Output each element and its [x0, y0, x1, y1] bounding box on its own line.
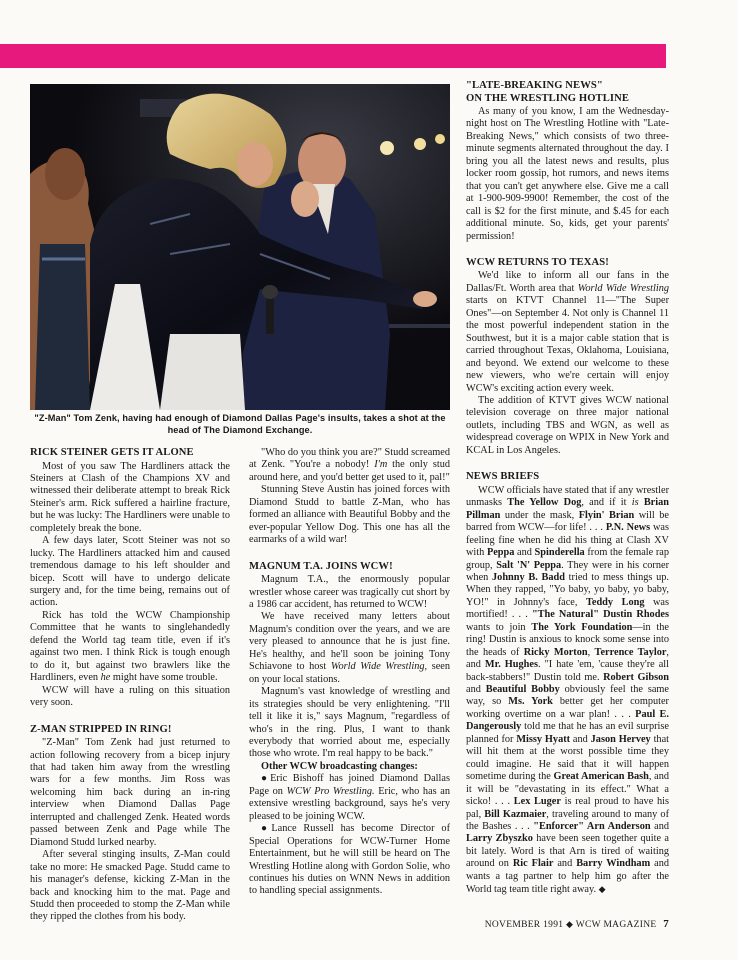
- bullet-icon: ●: [261, 773, 271, 785]
- paragraph: Most of you saw The Hardliners attack the Steiners at Clash of the Champions XV and witnessed their deliberate attempt to break Rick Steiner's arm. Rick suffered a hairline fracture, but he was lucky: The Hardliners were unable to completely break the bone.: [30, 460, 230, 534]
- bullet-item: ●Eric Bishoff has joined Diamond Dallas Page on WCW Pro Wrestling. Eric, who has an extensive wrestling background, says he's very pleased to be joining WCW.: [249, 773, 451, 822]
- heading-magnum: MAGNUM T.A. JOINS WCW!: [249, 560, 393, 572]
- paragraph: A few days later, Scott Steiner was not so lucky. The Hardliners attacked him and caused tremendous damage to his left shoulder and bicep. Scott will have to undergo delicate surgery and, for the time being, remains out of action.: [30, 535, 230, 609]
- heading-rick-steiner: RICK STEINER GETS IT ALONE: [30, 447, 194, 458]
- heading-news-briefs: NEWS BRIEFS: [466, 471, 540, 483]
- paragraph: "Who do you think you are?" Studd screamed at Zenk. "You're a nobody! I'm the only stud around here, and you'd better get used to it, pal!": [249, 447, 450, 483]
- paragraph: Magnum's vast knowledge of wrestling and its strategies should be very enlightening. "I'll tell it like it is," says Magnum, "regardless of who's in the ring. Plus, I want to thank everybody that worried about me, especially those who wrote. I'm real happy to be back.": [249, 686, 450, 760]
- paragraph-news-briefs: WCW officials have stated that if any wrestler unmasks The Yellow Dog, and if it is Brian Pillman under the mask, Flyin' Brian will be barred from WCW—for life! . . . P.N. News was feeling fine when he did his thing at Clash XV with Peppa and Spinderella from the female rap group, Salt 'N' Peppa. They were in his corner when Johnny B. Badd tried to mess things up. When they rapped, "Yo baby, yo baby, yo baby, YO!" in Johnny's face, Teddy Long was mortified! . . . "The Natural" Dustin Rhodes wants to join The York Foundation—in the ring! Dustin is anxious to knock some sense into the heads of Ricky Morton, Terrence Taylor, and Mr. Hughes. "I hate 'em, 'cause they're all back-stabbers!" Dustin told me. Robert Gibson and Beautiful Bobby obviously feel the same way, so Ms. York better get her computer working overtime on a war plan! . . . Paul E. Dangerously told me that he has an evil surprise planned for Missy Hyatt and Jason Hervey that will hit them at the worst possible time they could imagine. He said that it will happen sometime during the Great American Bash, and it will be "devastating in its effect." What a sicko! . . . Lex Luger is real proud to have his pal, Bill Kazmaier, traveling around to many of the Bashes . . . "Enforcer" Arn Anderson and Larry Zbyszko have been seen together quite a bit lately. Word is that Arn is tired of waiting around on Ric Flair and Barry Windham and wants a tag partner to help him go after the World tag team title right away. ◆: [466, 484, 670, 896]
- heading-texas: WCW RETURNS TO TEXAS!: [466, 256, 609, 268]
- paragraph: Magnum T.A., the enormously popular wrestler whose career was tragically cut short by a 1986 car accident, has returned to WCW!: [249, 574, 450, 611]
- diamond-icon: ◆: [566, 919, 574, 929]
- paragraph: We have received many letters about Magnum's condition over the years, and we are very pleased to announce that he is just fine. He's healthy, and he'll soon be joining Tony Schiavone to host World Wide Wrestling, seen on your local stations.: [249, 611, 451, 685]
- wrestling-photo: [30, 84, 450, 410]
- footer-magazine: WCW MAGAZINE: [575, 920, 657, 930]
- column-left: [30, 447, 230, 924]
- bullet-icon: ●: [261, 823, 272, 835]
- bullet-item: ●Lance Russell has become Director of Special Operations for WCW-Turner Home Entertainment, but he will still be heard on The Wrestling Hotline along with Gordon Solie, who continues his duties on WNN News in addition to handling special assignments.: [249, 823, 450, 897]
- paragraph: The addition of KTVT gives WCW national television coverage on three major national outlets, including TBS and WGN, as well as widespread coverage on WPIX in New York and KCAL in Los Angeles.: [466, 395, 669, 456]
- page-number: 7: [663, 918, 669, 930]
- photo-caption: "Z-Man" Tom Zenk, having had enough of Diamond Dallas Page's insults, takes a shot at the head of The Diamond Exchange.: [34, 413, 446, 435]
- footer-date: NOVEMBER 1991: [484, 920, 564, 930]
- heading-zman: Z-MAN STRIPPED IN RING!: [30, 723, 172, 735]
- end-diamond-icon: ◆: [598, 884, 606, 895]
- paragraph: Stunning Steve Austin has joined forces with Diamond Studd to battle Z-Man, who has formed an alliance with Beautiful Bobby and the ever-popular Yellow Dog. This one has all the earmarks of a wild war!: [249, 484, 451, 546]
- column-right: [466, 80, 669, 897]
- paragraph: Rick has told the WCW Championship Committee that he wants to singlehandedly defend the World tag team title, even if it's against two men. I think Rick is tough enough to do it, but against two brawlers like the Hardliners, even he might have some trouble.: [30, 609, 230, 684]
- subheading-broadcasting: Other WCW broadcasting changes:: [261, 760, 418, 772]
- paragraph: After several stinging insults, Z-Man could take no more: He smacked Page. Studd came to his manager's defense, kicking Z-Man in the back and knocking him to the mat. Page and Studd then proceeded to stomp the Z-Man while they ripped the clothes from his body.: [30, 849, 230, 923]
- wrestling-photo-illustration: [30, 84, 450, 410]
- paragraph: As many of you know, I am the Wednesday-night host on The Wrestling Hotline with "Late-Breaking News," which consists of two three-minute segments alternated throughout the day. I bring you all the latest news and results, plus locker room gossip, hot rumors, and news items that you can't get anywhere else. Give me a call at 1-900-909-9900! Remember, the cost of the call is $2 for the first minute, and $.45 for each additional minute. So, kids, get your parents' permission!: [466, 106, 669, 242]
- heading-hotline: "LATE-BREAKING NEWS" ON THE WRESTLING HOTLINE: [466, 80, 630, 104]
- page-footer: [466, 918, 669, 930]
- paragraph: We'd like to inform all our fans in the Dallas/Ft. Worth area that World Wide Wrestling starts on KTVT Channel 11—"The Super Ones"—on September 4. Not only is Channel 11 the most powerful independent station in the Southwest, but it is a major cable station that is carried throughout Texas, Oklahoma, Louisiana, and beyond. We extend our welcome to these new viewers, who we're certain will enjoy WCW's exciting action every week.: [466, 270, 669, 394]
- header-color-bar: [0, 44, 666, 68]
- column-middle: [249, 447, 450, 898]
- paragraph: "Z-Man" Tom Zenk had just returned to action following recovery from a bicep injury that had taken him away from the wrestling wars for a few months. Jim Ross was welcoming him back during an in-ring interview when Diamond Dallas Page interrupted and challenged Zenk. Heated words passed between Zenk and Page while The Diamond Studd lurked nearby.: [30, 737, 230, 848]
- paragraph: WCW will have a ruling on this situation very soon.: [30, 684, 230, 709]
